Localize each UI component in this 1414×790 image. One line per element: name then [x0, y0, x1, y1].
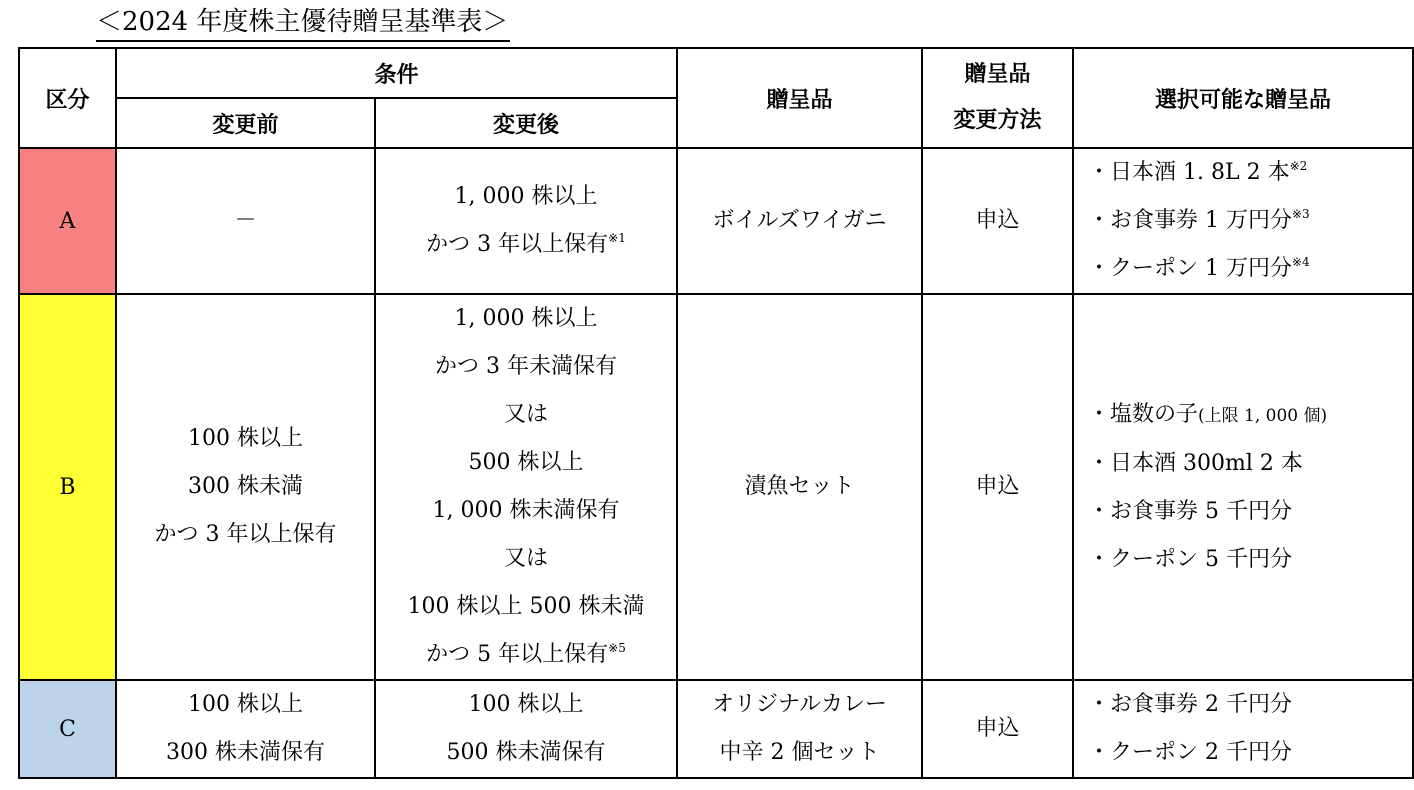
footnote-marker: ※4	[1291, 255, 1310, 269]
condition-after-cell	[375, 294, 677, 680]
gift-option	[1088, 391, 1412, 440]
cell-line	[376, 439, 676, 487]
header-after: 変更後	[375, 98, 677, 148]
selectable-gifts-cell	[1073, 294, 1413, 680]
cell-line: 300 株未満保有	[166, 740, 325, 765]
cell-line: 申込	[975, 474, 1020, 499]
method-cell	[922, 148, 1073, 294]
cell-line-text: かつ 5 年以上保有	[426, 642, 609, 667]
cell-line-text: かつ 3 年未満保有	[435, 354, 617, 379]
gift-option-text: ・お食事券 2 千円分	[1088, 692, 1292, 717]
document-title: ＜2024 年度株主優待贈呈基準表＞	[96, 4, 510, 42]
gift-option-text: ・お食事券 1 万円分	[1088, 208, 1292, 233]
cell-line	[376, 681, 676, 729]
cell-line	[376, 535, 676, 583]
condition-after-cell	[375, 680, 677, 778]
gift-option-text: ・クーポン 1 万円分	[1088, 256, 1292, 281]
cell-line: 100 株以上	[188, 692, 303, 717]
cell-line: 漬魚セット	[744, 474, 855, 499]
gift-cell	[677, 148, 922, 294]
cell-line	[376, 729, 676, 777]
gift-option-note: (上限 1, 000 個)	[1198, 405, 1328, 426]
condition-after-cell	[375, 148, 677, 294]
gift-option	[1088, 440, 1412, 488]
cell-line	[376, 221, 676, 269]
cell-line: オリジナルカレー	[712, 692, 887, 717]
condition-before-cell	[116, 680, 375, 778]
cell-line: －	[234, 208, 257, 233]
header-selectable-gifts: 選択可能な贈呈品	[1073, 48, 1413, 148]
cell-line: ボイルズワイガニ	[712, 208, 887, 233]
cell-line-text: 又は	[503, 402, 548, 427]
gift-option	[1088, 536, 1412, 584]
header-category: 区分	[19, 48, 116, 148]
table-row	[19, 148, 1413, 294]
gift-option-text: ・お食事券 5 千円分	[1088, 498, 1292, 524]
footnote-marker: ※1	[608, 231, 626, 245]
footnote-marker: ※2	[1289, 159, 1308, 173]
selectable-gifts-cell	[1073, 680, 1413, 778]
selectable-gifts-cell	[1073, 148, 1413, 294]
cell-line	[376, 343, 676, 391]
cell-line	[376, 631, 676, 679]
gift-cell	[677, 294, 922, 680]
cell-line: 100 株以上	[188, 426, 303, 451]
gift-option	[1088, 681, 1412, 729]
gift-option-text: ・日本酒 300ml 2 本	[1088, 450, 1303, 476]
gift-option-text: ・塩数の子	[1088, 401, 1199, 427]
cell-line	[376, 295, 676, 343]
cell-line	[376, 173, 676, 221]
cell-line	[376, 583, 676, 631]
category-cell-b: B	[19, 294, 116, 680]
cell-line-text: 1, 000 株以上	[454, 306, 598, 331]
cell-line-text: かつ 3 年以上保有	[426, 232, 609, 257]
footnote-marker: ※5	[608, 641, 626, 655]
cell-line-text: 100 株以上	[468, 692, 584, 717]
header-before: 変更前	[116, 98, 375, 148]
table-row	[19, 680, 1413, 778]
gift-option	[1088, 149, 1412, 197]
cell-line-text: 500 株未満保有	[446, 740, 606, 765]
header-change-method	[922, 48, 1073, 148]
gift-cell	[677, 680, 922, 778]
gift-option-text: ・クーポン 2 千円分	[1088, 740, 1292, 765]
header-change-method-line: 贈呈品	[964, 62, 1031, 87]
cell-line-text: 500 株以上	[468, 450, 584, 475]
gift-option	[1088, 729, 1412, 777]
cell-line: 申込	[975, 208, 1020, 233]
category-cell-a: A	[19, 148, 116, 294]
category-cell-c: C	[19, 680, 116, 778]
method-cell	[922, 680, 1073, 778]
method-cell	[922, 294, 1073, 680]
table-row	[19, 294, 1413, 680]
header-change-method-line: 変更方法	[953, 108, 1042, 133]
gift-option	[1088, 197, 1412, 245]
cell-line	[376, 391, 676, 439]
cell-line-text: 1, 000 株以上	[454, 184, 598, 209]
header-gift: 贈呈品	[677, 48, 922, 148]
cell-line: かつ 3 年以上保有	[154, 522, 337, 547]
cell-line: 中辛 2 個セット	[719, 740, 880, 765]
footnote-marker: ※3	[1291, 207, 1310, 221]
cell-line-text: 100 株以上 500 株未満	[407, 594, 645, 619]
cell-line-text: 1, 000 株未満保有	[432, 498, 620, 523]
cell-line-text: 又は	[503, 546, 548, 571]
header-row-1	[19, 48, 1413, 98]
gift-option	[1088, 488, 1412, 536]
header-condition: 条件	[116, 48, 677, 98]
cell-line	[376, 487, 676, 535]
gift-option-text: ・クーポン 5 千円分	[1088, 546, 1292, 572]
gift-option	[1088, 245, 1412, 293]
gift-option-text: ・日本酒 1. 8L 2 本	[1088, 160, 1290, 185]
condition-before-cell	[116, 294, 375, 680]
condition-before-cell	[116, 148, 375, 294]
gift-criteria-table	[18, 47, 1414, 779]
cell-line: 300 株未満	[188, 474, 303, 499]
cell-line: 申込	[975, 716, 1020, 741]
